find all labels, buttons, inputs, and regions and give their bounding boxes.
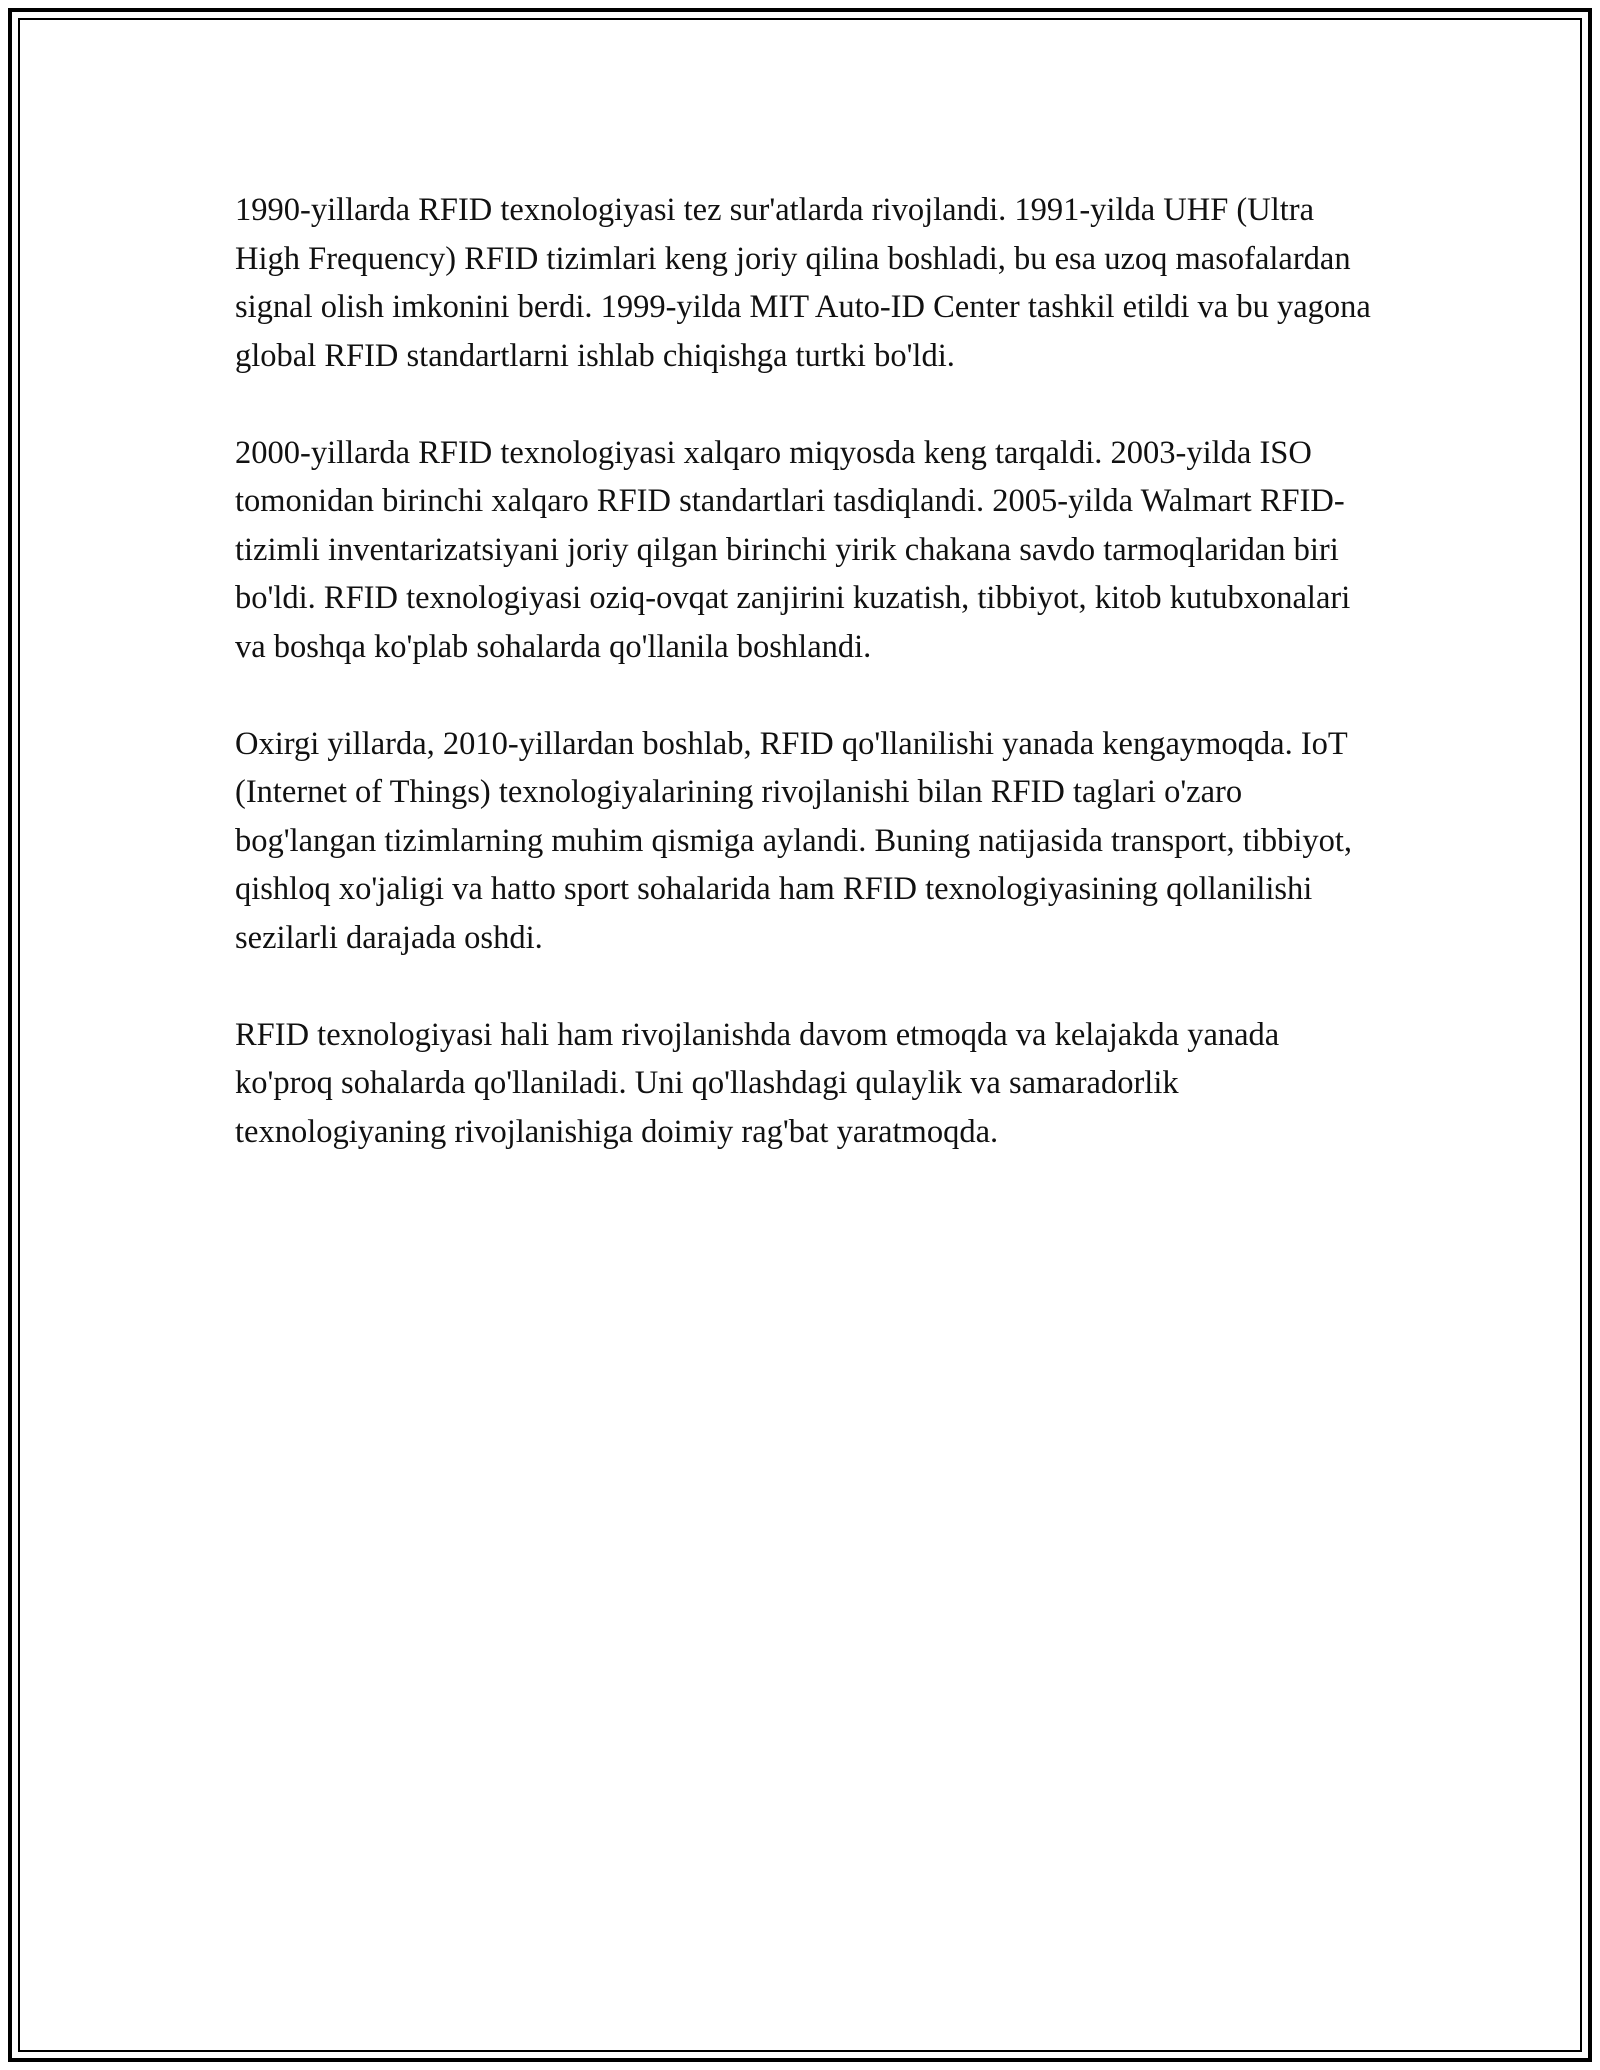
- document-body: [235, 186, 1375, 1205]
- paragraph-future: RFID texnologiyasi hali ham rivojlanishda davom etmoqda va kelajakda yanada ko'proq sohalarda qo'llaniladi. Uni qo'llashdagi qulaylik va samaradorlik texnologiyaning rivojlanishiga doimiy rag'bat yaratmoqda.: [235, 1016, 1280, 1150]
- paragraph-2000s: 2000-yillarda RFID texnologiyasi xalqaro miqyosda keng tarqaldi. 2003-yilda ISO tomonidan birinchi xalqaro RFID standartlari tasdiqlandi. 2005-yilda Walmart RFID-tizimli inventarizatsiyani joriy qilgan birinchi yirik chakana savdo tarmoqlaridan biri bo'ldi. RFID texnologiyasi oziq-ovqat zanjirini kuzatish, tibbiyot, kitob kutubxonalari va boshqa ko'plab sohalarda qo'llanila boshlandi.: [235, 434, 1351, 665]
- paragraph-1990s: 1990-yillarda RFID texnologiyasi tez sur'atlarda rivojlandi. 1991-yilda UHF (Ultra High Frequency) RFID tizimlari keng joriy qilina boshladi, bu esa uzoq masofalardan signal olish imkonini berdi. 1999-yilda MIT Auto-ID Center tashkil etildi va bu yagona global RFID standartlarni ishlab chiqishga turtki bo'ldi.: [235, 192, 1371, 374]
- paragraph-2010s: Oxirgi yillarda, 2010-yillardan boshlab, RFID qo'llanilishi yanada kengaymoqda. IoT (Internet of Things) texnologiyalarining rivojlanishi bilan RFID taglari o'zaro bog'langan tizimlarning muhim qismiga aylandi. Buning natijasida transport, tibbiyot, qishloq xo'jaligi va hatto sport sohalarida ham RFID texnologiyasining qollanilishi sezilarli darajada oshdi.: [235, 725, 1353, 956]
